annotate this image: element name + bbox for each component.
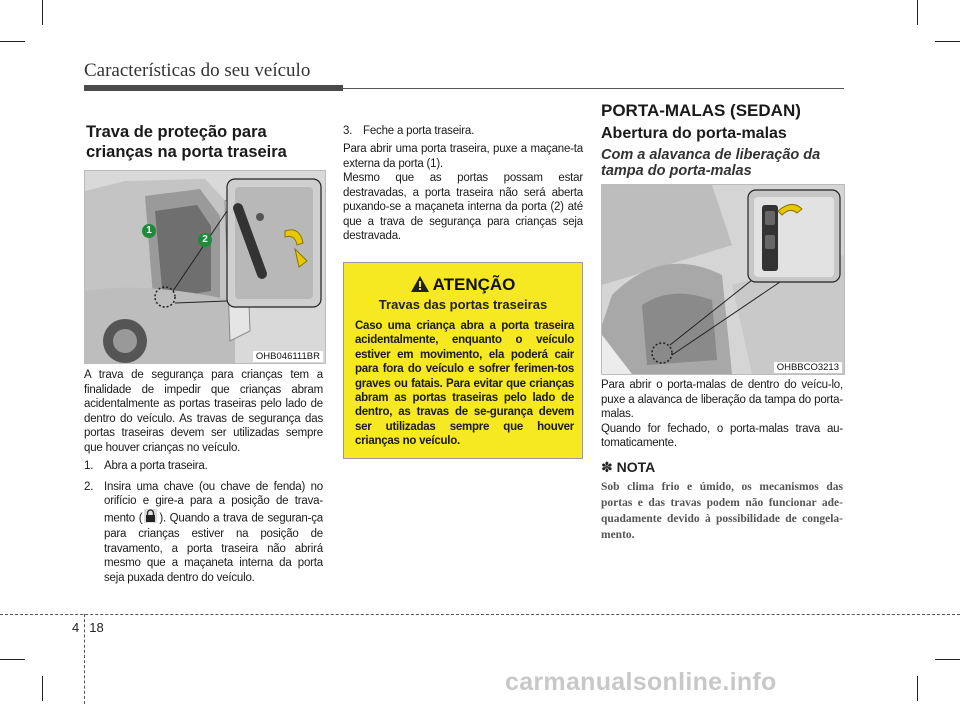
- section-heading-child-lock: Trava de proteção para crianças na porta traseira: [86, 123, 287, 161]
- crop-mark: [0, 659, 25, 660]
- image-code: OHB046111BR: [253, 351, 323, 362]
- rear-door-paragraph: Para abrir uma porta traseira, puxe a maçane-ta externa da porta (1). Mesmo que as portas possam estar destravadas, a porta traseira não será aberta puxando-se a maçaneta interna da porta (2) até que a trava de segurança para crianças seja destravada.: [343, 143, 583, 242]
- warning-icon: [411, 276, 429, 297]
- child-lock-image: [84, 170, 326, 364]
- crop-mark: [917, 0, 918, 25]
- section-title-trunk: PORTA-MALAS (SEDAN): [601, 101, 801, 120]
- step-3: 3. Feche a porta traseira.: [343, 125, 475, 137]
- callout-1: 1: [142, 224, 156, 238]
- crop-mark: [42, 0, 43, 25]
- callout-2: 2: [198, 233, 212, 247]
- image-code: OHBBCO3213: [774, 362, 842, 373]
- trunk-lever-illustration: [602, 185, 844, 374]
- warning-body: Caso uma criança abra a porta traseira acidentalmente, enquanto o veículo estiver em movimento, ela poderá cair para fora do veículo e sofrer ferimen-tos graves ou fatais. Para evitar que crianças abram as portas traseiras pelo lado de dentro, as travas de se-gurança devem ser utilizadas sempre que houver crianças no veículo.: [355, 320, 574, 448]
- trunk-lever-image: [601, 184, 845, 375]
- crop-mark: [935, 659, 960, 660]
- watermark: carmanualsonline.info: [505, 668, 777, 696]
- page-number: [72, 620, 104, 635]
- note-title: ✽ NOTA: [601, 459, 656, 475]
- trunk-paragraph: Para abrir o porta-malas de dentro do veícu-lo, puxe a alavanca de liberação da tampa do porta-malas. Quando for fechado, o porta-malas trava au-tomaticamente.: [601, 379, 843, 449]
- footer-rule: [0, 614, 960, 615]
- list-item: 2. Insira uma chave (ou chave de fenda) no orifício e gire-a para a posição de trava-mento ( ). Quando a trava de seguran-ça para crianças estiver na posição de travamento, a porta traseira não abrirá mesmo que a maçaneta interna da porta seja puxada dentro do veículo.: [84, 480, 323, 584]
- page-count: 18: [89, 620, 104, 635]
- crop-mark: [917, 676, 918, 701]
- lock-icon: [144, 509, 157, 528]
- header-rule: [343, 88, 844, 89]
- crop-mark: [0, 41, 25, 42]
- chapter-title: Características do seu veículo: [84, 60, 311, 81]
- crop-mark: [42, 676, 43, 701]
- note-body: Sob clima frio e úmido, os mecanismos das portas e das travas podem não funcionar ade-quadamente devido à possibilidade de congela-mento.: [601, 481, 843, 541]
- car-door-illustration: [85, 171, 325, 363]
- child-lock-steps: [84, 459, 323, 585]
- warning-box: [343, 262, 583, 459]
- warning-subtitle: Travas das portas traseiras: [378, 297, 548, 312]
- italic-heading-lever: Com a alavanca de liberação da tampa do porta-malas: [601, 147, 821, 179]
- list-item: 1. Abra a porta traseira.: [84, 460, 208, 472]
- sub-heading-trunk-open: Abertura do porta-malas: [601, 125, 787, 142]
- crop-mark: [935, 41, 960, 42]
- child-lock-intro: A trava de segurança para crianças tem a finalidade de impedir que crianças abram acidentalmente as portas traseiras pelo lado de dentro do veículo. As travas de segurança das portas traseiras devem ser utilizadas sempre que houver crianças no veículo.: [84, 369, 323, 454]
- section-number: 4: [72, 620, 80, 635]
- header-bar: [84, 85, 343, 91]
- warning-title: ATENÇÃO: [344, 275, 582, 297]
